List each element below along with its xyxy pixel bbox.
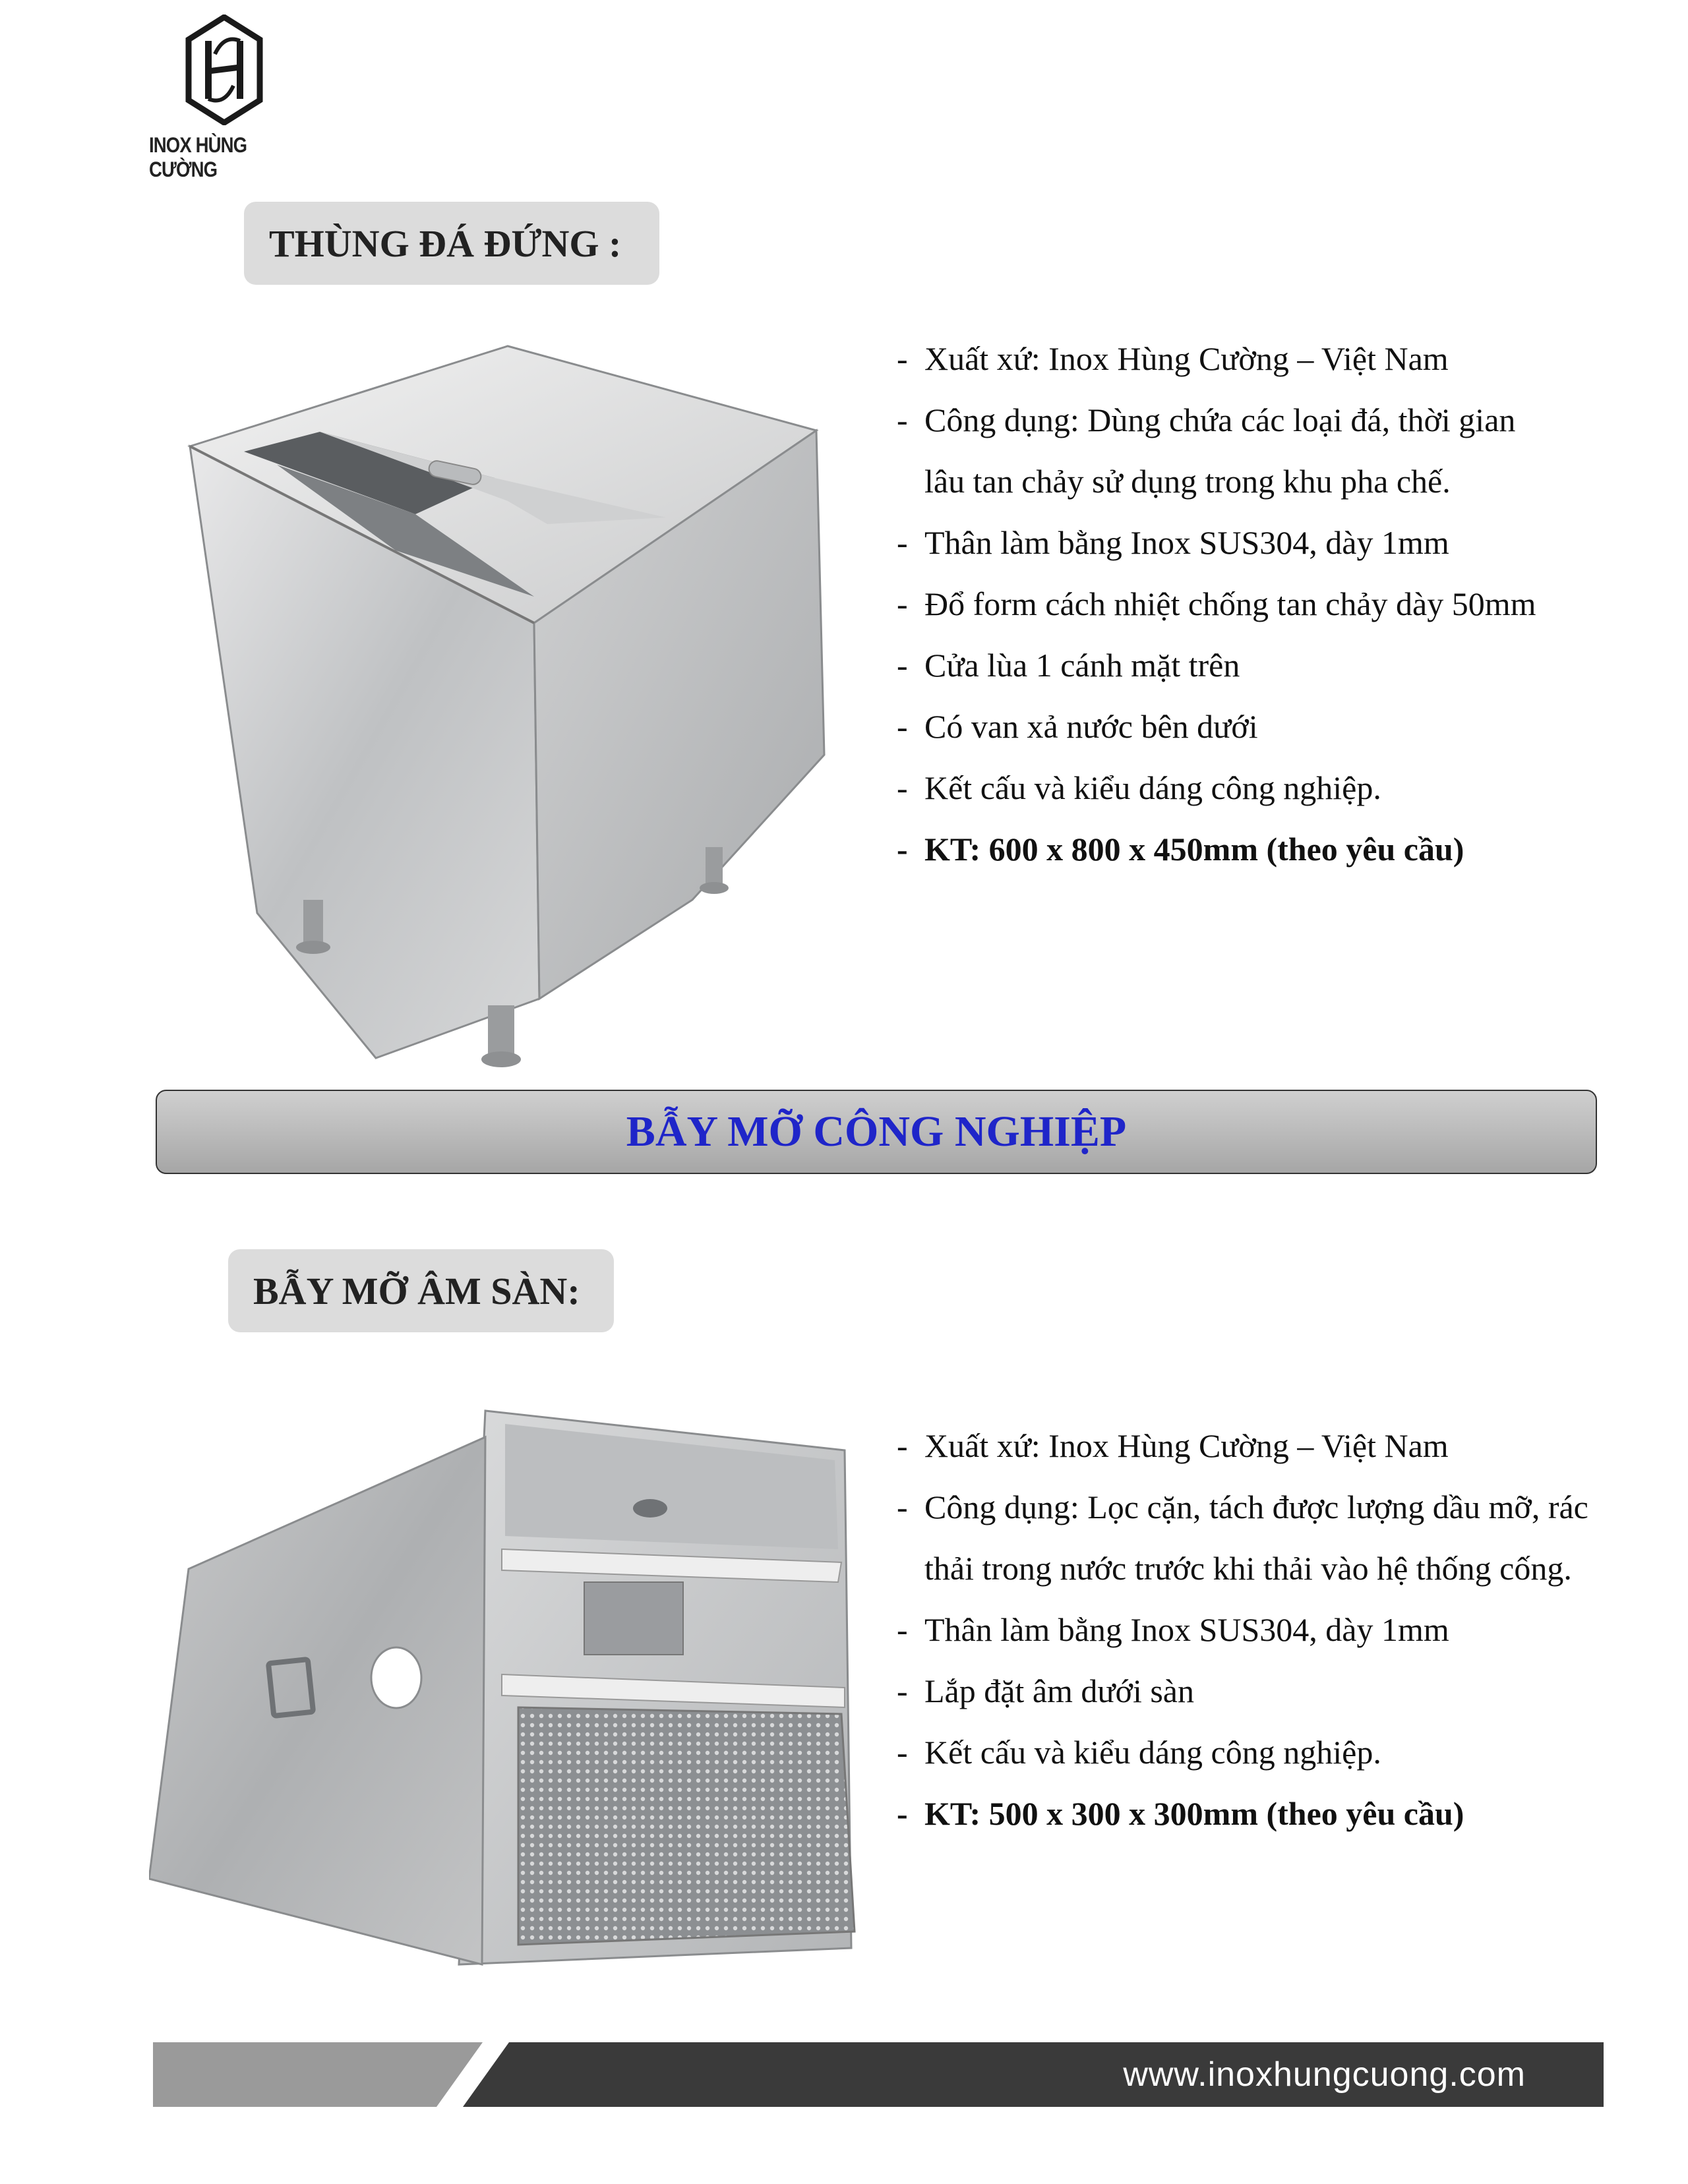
section-title-ice-bin: THÙNG ĐÁ ĐỨNG : bbox=[244, 202, 659, 285]
spec-item: - Kết cấu và kiểu dáng công nghiệp. bbox=[897, 769, 1381, 806]
spec-item: - Lắp đặt âm dưới sàn bbox=[897, 1672, 1194, 1709]
spec-item: - Công dụng: Dùng chứa các loại đá, thời gian bbox=[897, 401, 1516, 438]
section-title-grease-trap: BẪY MỠ ÂM SÀN: bbox=[228, 1249, 614, 1332]
spec-item-continuation: lâu tan chảy sử dụng trong khu pha chế. bbox=[924, 463, 1451, 500]
spec-item: - Kết cấu và kiểu dáng công nghiệp. bbox=[897, 1734, 1381, 1771]
spec-item: - Xuất xứ: Inox Hùng Cường – Việt Nam bbox=[897, 340, 1449, 377]
grease-trap-specs bbox=[897, 1415, 1655, 1845]
spec-item: - Xuất xứ: Inox Hùng Cường – Việt Nam bbox=[897, 1427, 1449, 1464]
spec-item: - Cửa lùa 1 cánh mặt trên bbox=[897, 647, 1240, 684]
spec-dimensions: - KT: 500 x 300 x 300mm (theo yêu cầu) bbox=[897, 1795, 1464, 1832]
ice-bin-image bbox=[178, 333, 831, 1071]
spec-dimensions: - KT: 600 x 800 x 450mm (theo yêu cầu) bbox=[897, 831, 1464, 868]
brand-logo bbox=[149, 15, 307, 181]
footer-bar bbox=[153, 2042, 1604, 2107]
spec-item: - Có van xả nước bên dưới bbox=[897, 708, 1258, 745]
spec-item: - Đổ form cách nhiệt chống tan chảy dày 50mm bbox=[897, 585, 1536, 622]
hexagon-h-logo-icon bbox=[185, 15, 264, 125]
spec-item-continuation: thải trong nước trước khi thải vào hệ thống cống. bbox=[924, 1550, 1572, 1587]
spec-item: - Công dụng: Lọc cặn, tách được lượng dầu mỡ, rác bbox=[897, 1489, 1588, 1525]
category-banner: BẪY MỠ CÔNG NGHIỆP bbox=[156, 1090, 1597, 1174]
website-link[interactable]: www.inoxhungcuong.com bbox=[1123, 2055, 1526, 2094]
ice-bin-specs bbox=[897, 328, 1635, 880]
spec-item: - Thân làm bằng Inox SUS304, dày 1mm bbox=[897, 1611, 1449, 1648]
spec-item: - Thân làm bằng Inox SUS304, dày 1mm bbox=[897, 524, 1449, 561]
brand-name: INOX HÙNG CƯỜNG bbox=[149, 133, 247, 181]
grease-trap-image bbox=[149, 1398, 907, 1978]
